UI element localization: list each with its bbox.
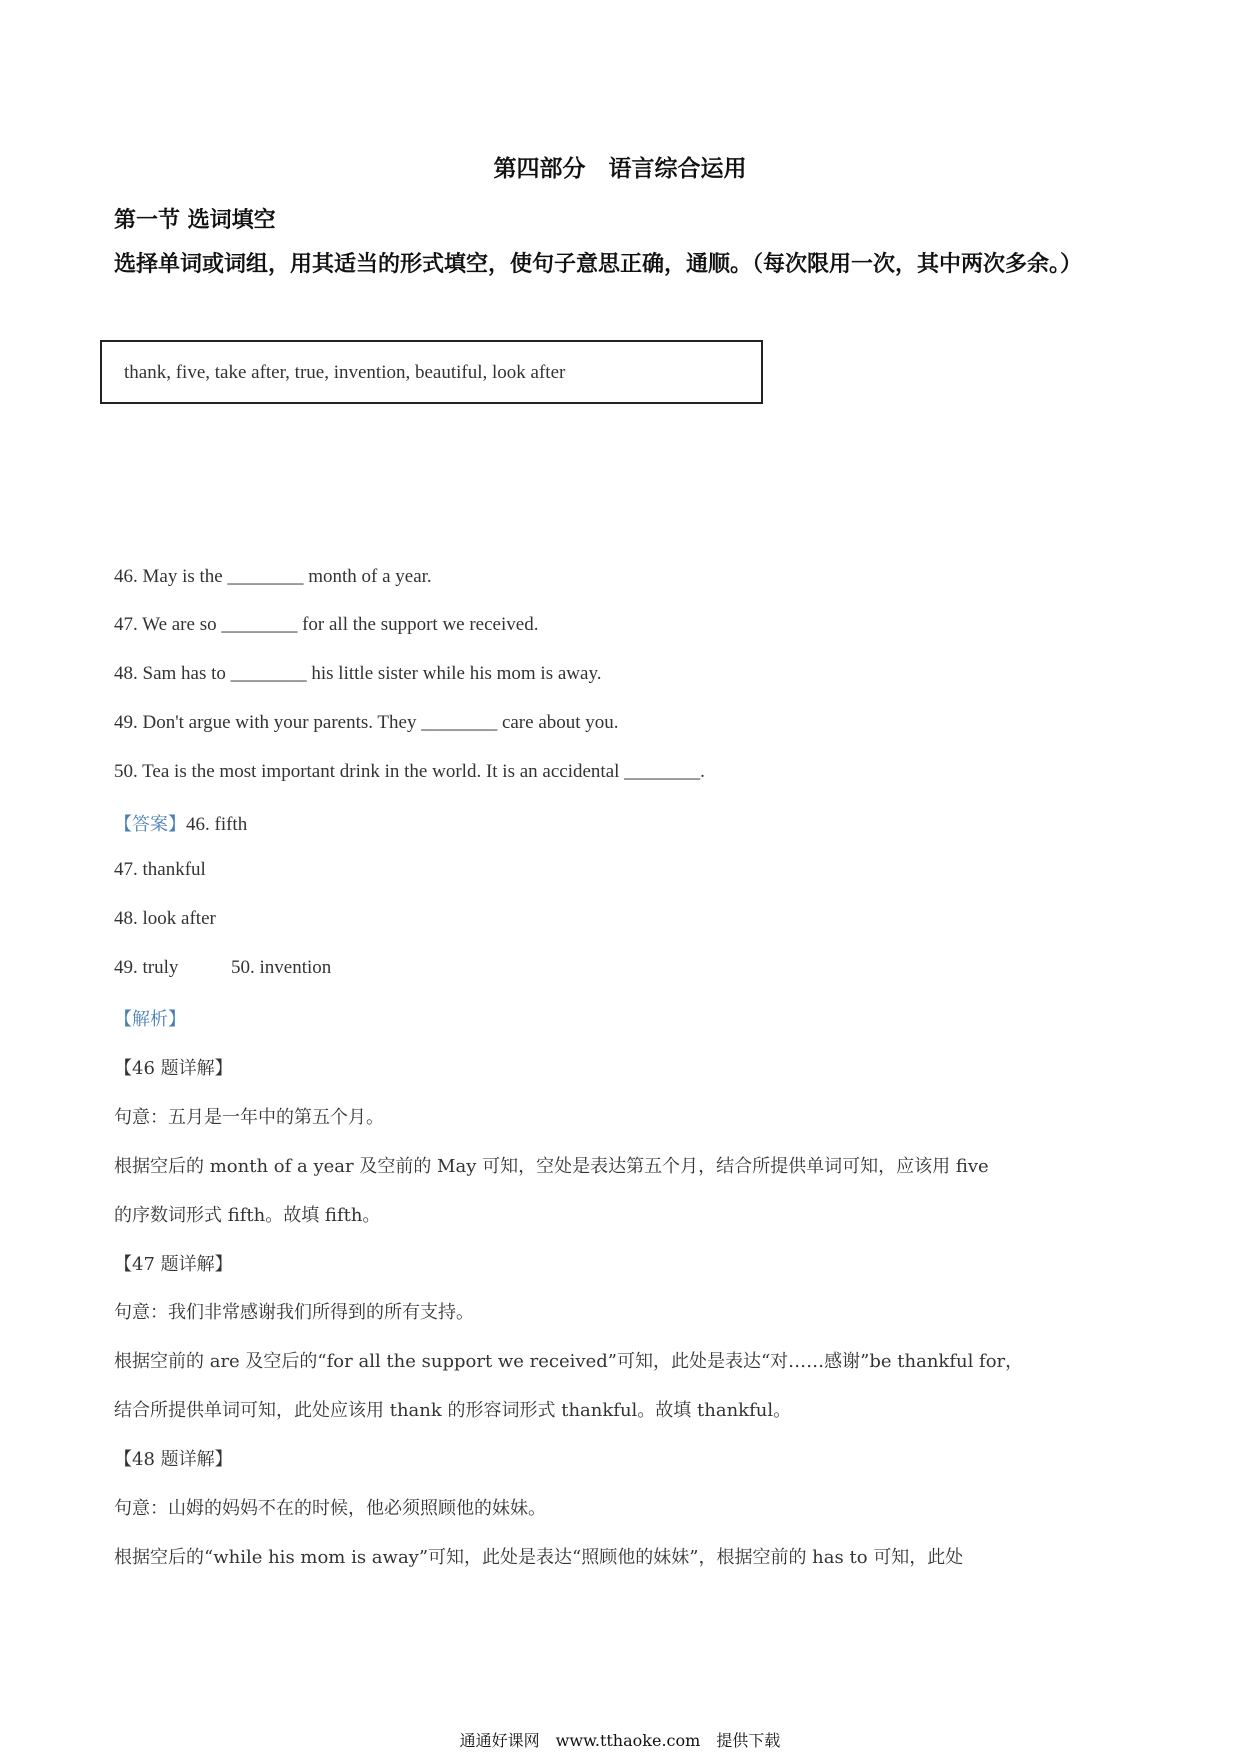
q46-heading: 【46 题详解】 <box>114 1058 233 1079</box>
q47-explanation-2: 结合所提供单词可知，此处应该用 thank 的形容词形式 thankful。故填 thankful。 <box>114 1400 792 1421</box>
question-48: 48. Sam has to ________ his little sister while his mom is away. <box>114 663 602 684</box>
question-50: 50. Tea is the most important drink in the world. It is an accidental ________. <box>114 761 705 782</box>
q47-explanation-1: 根据空前的 are 及空后的“for all the support we received”可知，此处是表达“对……感谢”be thankful for， <box>114 1351 1024 1372</box>
answer-47: 47. thankful <box>114 859 206 880</box>
footer-text: 通通好课网 www.tthaoke.com 提供下载 <box>459 1731 781 1750</box>
answer-line <box>114 810 247 836</box>
q46-explanation-1: 根据空后的 month of a year 及空前的 May 可知，空处是表达第五个月，结合所提供单词可知，应该用 five <box>114 1156 989 1177</box>
question-47: 47. We are so ________ for all the support we received. <box>114 614 539 635</box>
q47-meaning: 句意：我们非常感谢我们所得到的所有支持。 <box>114 1302 474 1323</box>
answer-48: 48. look after <box>114 908 216 929</box>
q46-explanation-2: 的序数词形式 fifth。故填 fifth。 <box>114 1205 381 1226</box>
q48-explanation-1: 根据空后的“while his mom is away”可知，此处是表达“照顾他的妹妹”，根据空前的 has to 可知，此处 <box>114 1547 964 1568</box>
question-46: 46. May is the ________ month of a year. <box>114 566 432 587</box>
section-title: 第四部分 语言综合运用 <box>493 155 747 182</box>
word-box: thank, five, take after, true, invention, beautiful, look after <box>100 340 763 404</box>
instruction-text: 选择单词或词组，用其适当的形式填空，使句子意思正确，通顺。（每次限用一次，其中两次多余。） <box>114 251 1083 277</box>
q48-meaning: 句意：山姆的妈妈不在的时候，他必须照顾他的妹妹。 <box>114 1498 546 1519</box>
q48-heading: 【48 题详解】 <box>114 1449 233 1470</box>
answer-tag: 【答案】 <box>114 814 186 834</box>
answer-46: 46. fifth <box>186 814 248 835</box>
q47-heading: 【47 题详解】 <box>114 1254 233 1275</box>
answer-50: 50. invention <box>231 957 332 978</box>
analysis-tag: 【解析】 <box>114 1009 186 1030</box>
answer-49: 49. truly <box>114 957 179 978</box>
question-49: 49. Don't argue with your parents. They ________ care about you. <box>114 712 619 733</box>
q46-meaning: 句意：五月是一年中的第五个月。 <box>114 1107 384 1128</box>
subsection-title: 第一节 选词填空 <box>114 207 276 233</box>
